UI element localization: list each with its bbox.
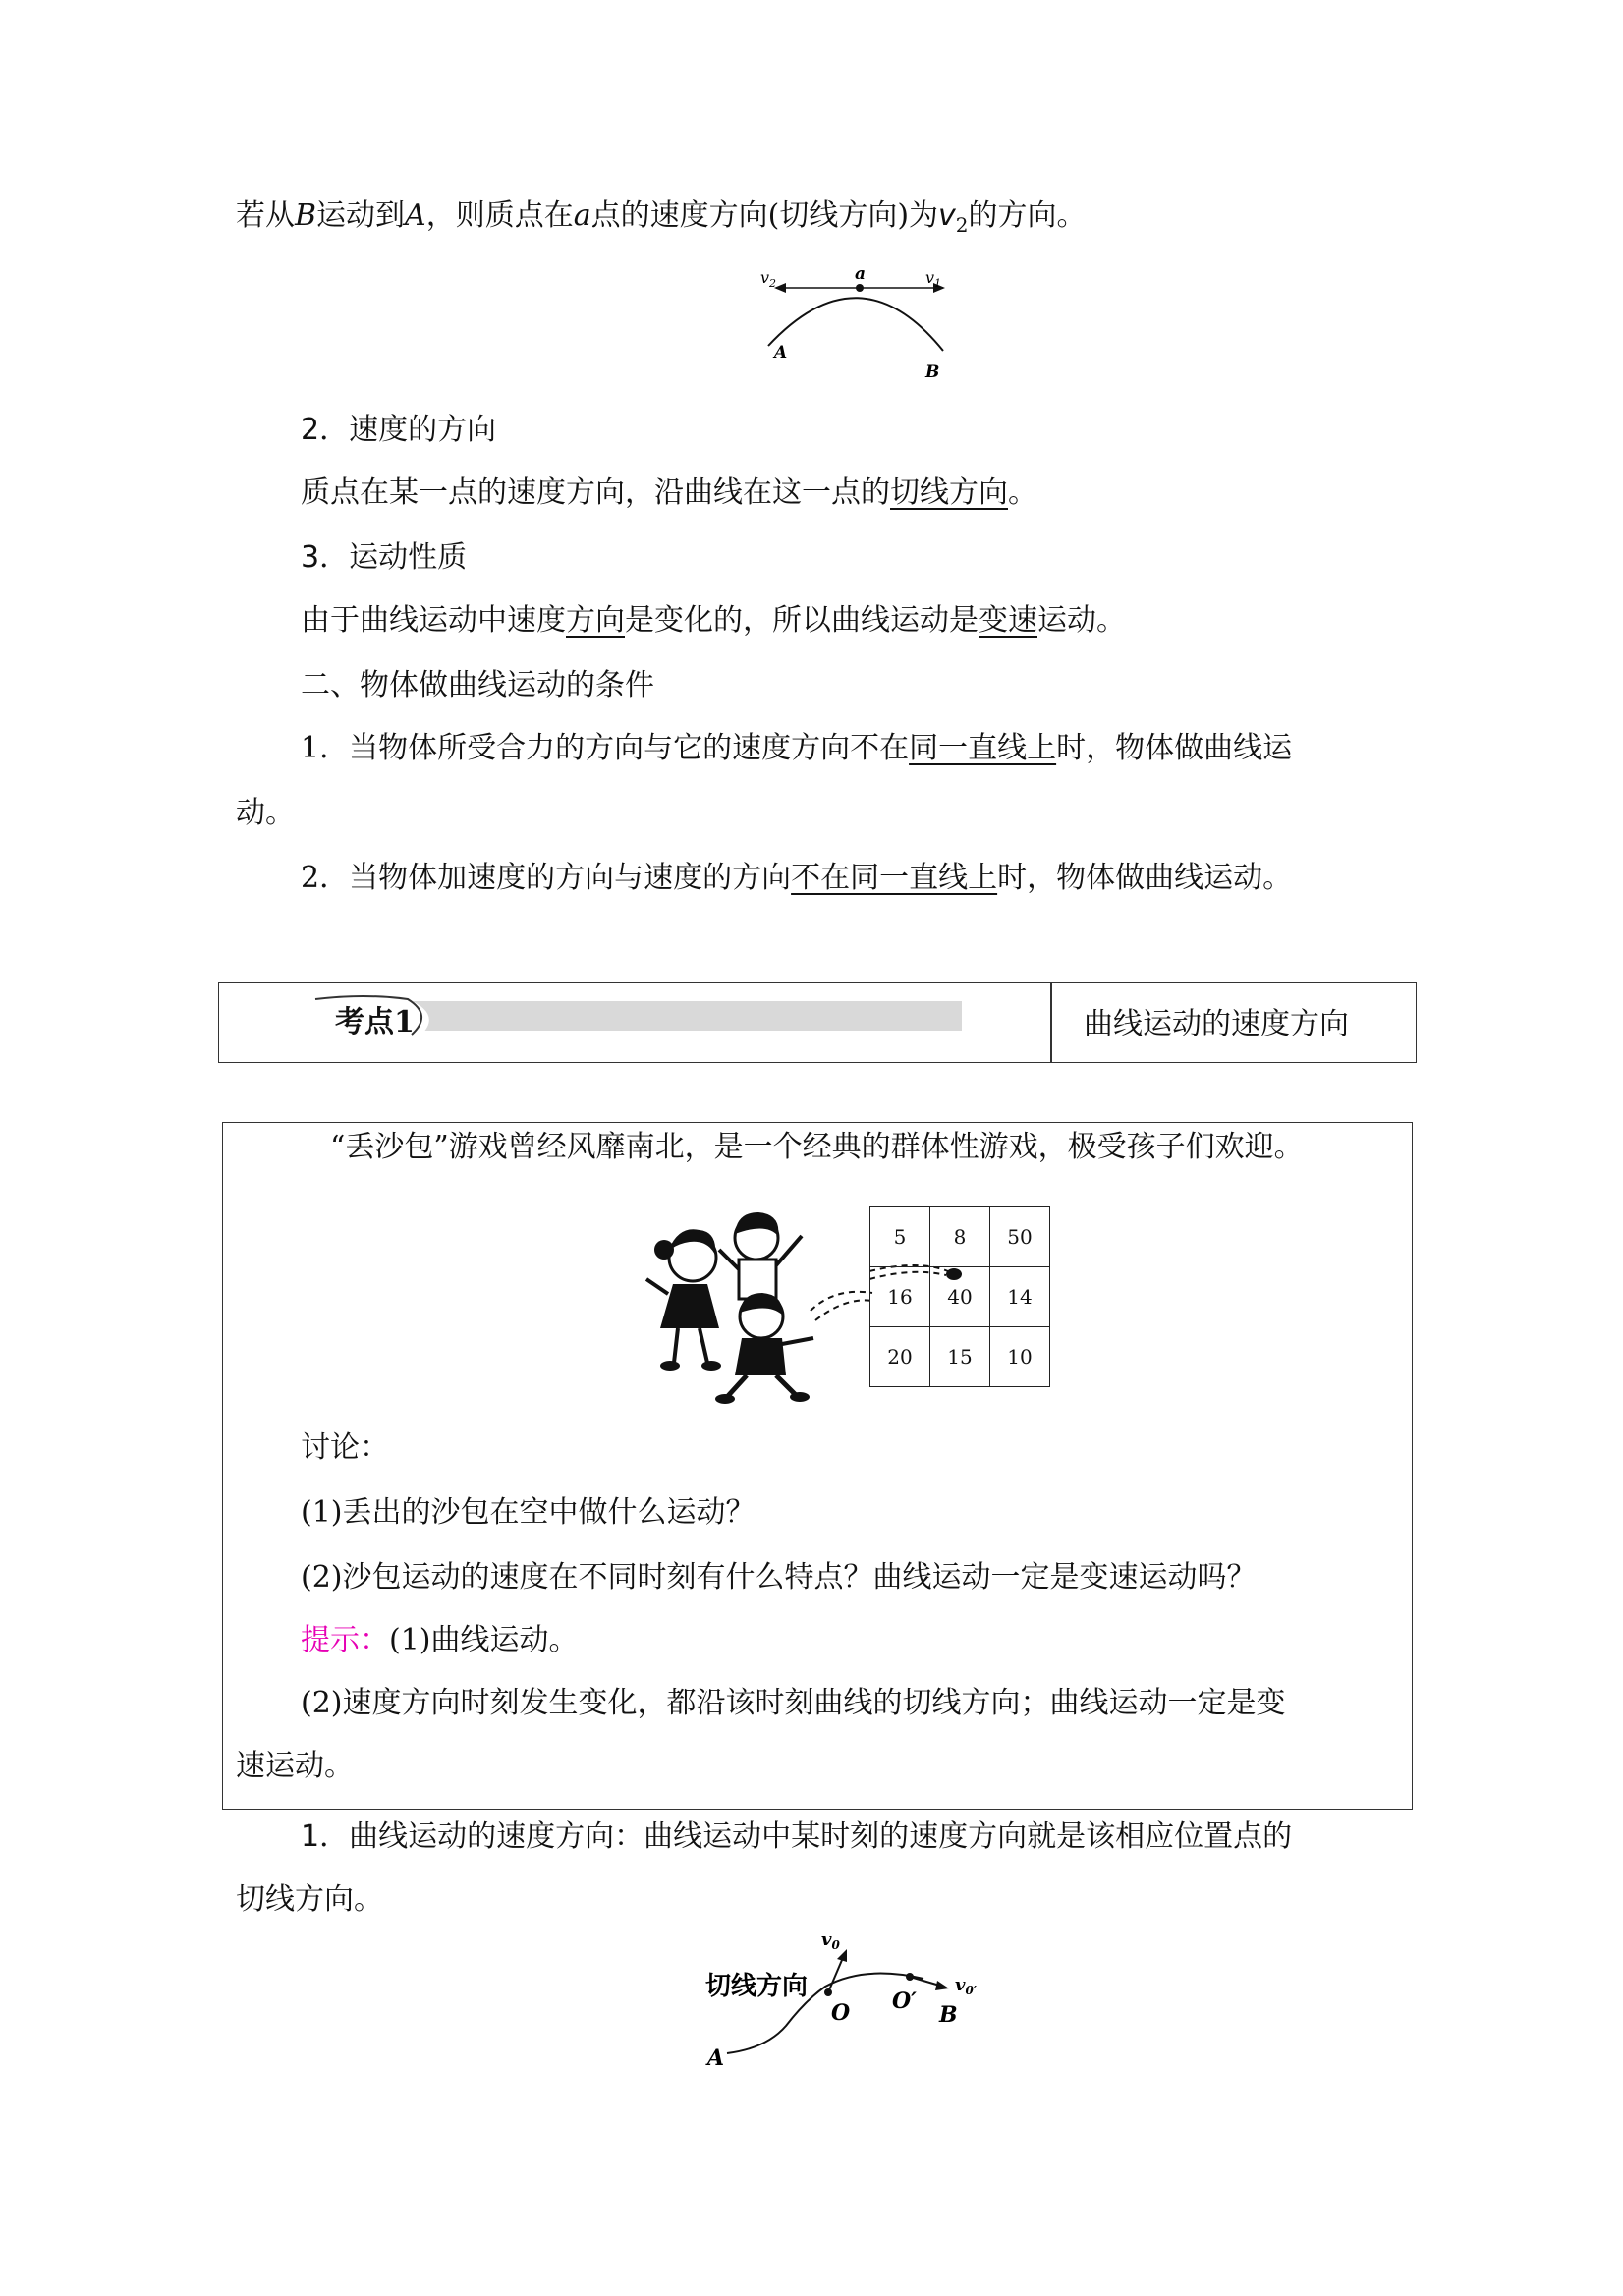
text: 运动。 (1037, 603, 1126, 638)
answer-1 (301, 1619, 579, 1662)
B-label: B (939, 2002, 958, 2028)
text: 质点在某一点的速度方向，沿曲线在这一点的 (301, 476, 890, 510)
answer-2-line-1: (2)速度方向时刻发生变化，都沿该时刻曲线的切线方向；曲线运动一定是变 (301, 1686, 1286, 1720)
text: 若从 (236, 198, 295, 233)
text: 1．当物体所受合力的方向与它的速度方向不在 (301, 731, 910, 765)
text: 由于曲线运动中速度 (301, 603, 566, 638)
v0-sub: 0 (831, 1938, 840, 1952)
text: 的方向。 (968, 198, 1087, 233)
v0p-arrowhead (935, 1981, 949, 1990)
v2-label: v (760, 268, 770, 287)
v0-label: v (821, 1935, 832, 1950)
text: 运动到 (316, 198, 406, 233)
hint-label: 提示： (301, 1623, 389, 1657)
point-a: a (573, 198, 591, 233)
svg-text:v2 (760, 268, 776, 290)
grid-cell: 8 (930, 1207, 990, 1267)
A-label: A (774, 343, 788, 363)
underlined-term: 不在同一直线上 (791, 861, 998, 895)
point-1-heading: 1．曲线运动的速度方向： (301, 1820, 644, 1854)
kaodian-divider (1050, 983, 1052, 1062)
text: 时，物体做曲线运 (1056, 731, 1293, 765)
text: ，则质点在 (425, 198, 574, 233)
grid-cell: 20 (870, 1327, 930, 1387)
underlined-term: 方向 (566, 603, 625, 638)
underlined-term: 切线方向 (890, 476, 1008, 510)
intro-line (236, 195, 1087, 247)
kids-illustration (639, 1201, 874, 1407)
point-b: B (295, 198, 317, 233)
velocity-symbol: v (938, 198, 956, 233)
text: 时，物体做曲线运动。 (997, 861, 1293, 895)
point-a-cap: A (405, 198, 426, 233)
part-2-item-1-cont: 动。 (236, 796, 295, 830)
tangent-direction-label: 切线方向 (705, 1972, 809, 2001)
point-Oprime (906, 1973, 914, 1981)
grid-cell: 50 (990, 1207, 1050, 1267)
Oprime-label: O′ (892, 1988, 917, 2014)
text: 曲线运动中某时刻的速度方向就是该相应位置点的 (644, 1820, 1293, 1854)
grid-cell: 16 (870, 1267, 930, 1327)
point-1-line-2: 切线方向。 (236, 1882, 383, 1917)
point-1-line-1 (301, 1816, 1292, 1859)
grid-cell: 15 (930, 1327, 990, 1387)
svg-text:v0 (821, 1935, 840, 1952)
discuss-label: 讨论： (301, 1430, 389, 1465)
A-label: A (707, 2045, 725, 2071)
text: 点的速度方向(切线方向)为 (590, 198, 939, 233)
section-2-title: 2．速度的方向 (301, 413, 497, 447)
grid-row (870, 1327, 1050, 1387)
tangent-direction-figure (698, 1935, 1012, 2073)
point-a-dot (856, 284, 864, 292)
box-intro: “丢沙包”游戏曾经风靡南北，是一个经典的群体性游戏，极受孩子们欢迎。 (330, 1130, 1304, 1164)
arc-curve (768, 298, 943, 351)
grid-cell: 14 (990, 1267, 1050, 1327)
grid-cell: 5 (870, 1207, 930, 1267)
v1-label: v (925, 268, 935, 287)
text: (1)曲线运动。 (389, 1623, 579, 1657)
svg-text:v1 (925, 268, 941, 290)
tangent-arc-figure (747, 257, 973, 395)
kaodian-badge: 考点1 (335, 1005, 415, 1039)
kaodian-header (218, 982, 1417, 1063)
grid-row (870, 1207, 1050, 1267)
B-label: B (925, 363, 940, 382)
underlined-term: 同一直线上 (909, 731, 1057, 765)
text: 2．当物体加速度的方向与速度的方向 (301, 861, 792, 895)
v0p-label: v (955, 1975, 966, 1995)
text: 。 (1008, 476, 1037, 510)
part-2-title: 二、物体做曲线运动的条件 (301, 668, 654, 702)
text: 是变化的，所以曲线运动是 (625, 603, 979, 638)
kaodian-title: 曲线运动的速度方向 (1084, 1007, 1349, 1041)
point-O (824, 1988, 832, 1996)
underlined-term: 变速 (979, 603, 1037, 638)
grid-cell: 40 (930, 1267, 990, 1327)
section-3-text (301, 599, 1126, 643)
section-2-text (301, 472, 1037, 515)
grid-row (870, 1267, 1050, 1327)
part-2-item-1 (301, 727, 1292, 770)
section-3-title: 3．运动性质 (301, 540, 468, 575)
velocity-subscript: 2 (955, 213, 969, 237)
question-1: (1)丢出的沙包在空中做什么运动？ (301, 1495, 756, 1530)
a-label: a (855, 264, 867, 284)
v1-sub: 1 (934, 277, 942, 290)
score-grid (869, 1206, 1050, 1387)
O-label: O (831, 2000, 851, 2026)
part-2-item-2 (301, 857, 1292, 900)
v2-sub: 2 (769, 277, 777, 290)
question-2: (2)沙包运动的速度在不同时刻有什么特点？曲线运动一定是变速运动吗？ (301, 1560, 1257, 1595)
v0p-sub: 0′ (965, 1984, 977, 1997)
svg-text:v0′ (955, 1975, 978, 1997)
grid-cell: 10 (990, 1327, 1050, 1387)
answer-2-line-2: 速运动。 (236, 1749, 354, 1783)
